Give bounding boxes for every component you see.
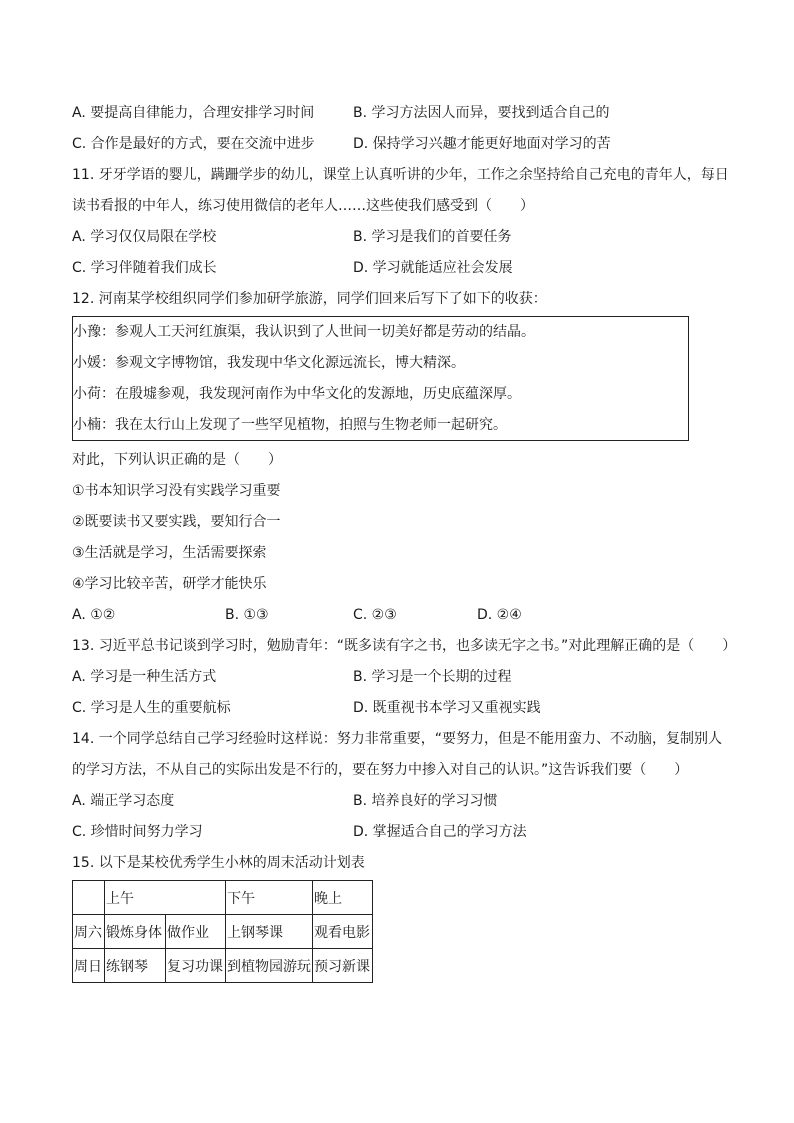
q12-item-3: ③生活就是学习，生活需要探索 bbox=[72, 545, 267, 561]
q14-options-row-2 bbox=[72, 823, 732, 841]
q10-option-c[interactable]: C. 合作是最好的方式，要在交流中进步 bbox=[72, 136, 315, 152]
q10-option-a[interactable]: A. 要提高自律能力，合理安排学习时间 bbox=[72, 105, 315, 121]
q12-material-line-4: 小楠：我在太行山上发现了一些罕见植物，拍照与生物老师一起研究。 bbox=[73, 417, 507, 433]
q13-stem: 13. 习近平总书记谈到学习时，勉励青年：“既多读有字之书，也多读无字之书。”对此理解正确的是（ ） bbox=[72, 638, 737, 654]
morning-activity-2-cell: 复习功课 bbox=[166, 949, 226, 983]
q13-option-b[interactable]: B. 学习是一个长期的过程 bbox=[353, 669, 512, 685]
header-afternoon-cell: 下午 bbox=[226, 881, 313, 915]
q13-option-c[interactable]: C. 学习是人生的重要航标 bbox=[72, 700, 231, 716]
q12-option-c[interactable]: C. ②③ bbox=[353, 607, 397, 623]
evening-activity-cell: 观看电影 bbox=[313, 915, 373, 949]
q14-option-b[interactable]: B. 培养良好的学习习惯 bbox=[353, 793, 498, 809]
q12-material-box bbox=[72, 316, 689, 441]
q11-option-b[interactable]: B. 学习是我们的首要任务 bbox=[353, 229, 512, 245]
q13-options-row-2 bbox=[72, 699, 732, 717]
q12-option-d[interactable]: D. ②④ bbox=[477, 607, 522, 623]
morning-activity-2-cell: 做作业 bbox=[166, 915, 226, 949]
q12-question: 对此，下列认识正确的是（ ） bbox=[72, 452, 282, 468]
header-morning-cell: 上午 bbox=[105, 881, 226, 915]
q10-options-row-1 bbox=[72, 104, 732, 122]
q12-material-line-3: 小荷：在殷墟参观，我发现河南作为中华文化的发源地，历史底蕴深厚。 bbox=[73, 386, 521, 402]
q11-stem-line-1: 11. 牙牙学语的婴儿，蹒跚学步的幼儿，课堂上认真听讲的少年，工作之余坚持给自己充电的青年人，每日 bbox=[72, 167, 729, 183]
q13-options-row-1 bbox=[72, 668, 732, 686]
q15-stem: 15. 以下是某校优秀学生小林的周末活动计划表 bbox=[72, 855, 365, 871]
table-row bbox=[73, 949, 373, 983]
q14-option-a[interactable]: A. 端正学习态度 bbox=[72, 793, 175, 809]
q14-stem-line-2: 的学习方法，不从自己的实际出发是不行的，要在努力中掺入对自己的认识。”这告诉我们要（ ） bbox=[72, 762, 689, 778]
afternoon-activity-cell: 上钢琴课 bbox=[226, 915, 313, 949]
afternoon-activity-cell: 到植物园游玩 bbox=[226, 949, 313, 983]
table-header-row bbox=[73, 881, 373, 915]
header-blank-cell bbox=[73, 881, 105, 915]
evening-activity-cell: 预习新课 bbox=[313, 949, 373, 983]
q12-item-2: ②既要读书又要实践，要知行合一 bbox=[72, 514, 281, 530]
q11-options-row-1 bbox=[72, 228, 732, 246]
q12-option-a[interactable]: A. ①② bbox=[72, 607, 116, 623]
q13-option-a[interactable]: A. 学习是一种生活方式 bbox=[72, 669, 217, 685]
q12-material-line-1: 小豫：参观人工天河红旗渠，我认识到了人世间一切美好都是劳动的结晶。 bbox=[73, 324, 535, 340]
q12-item-4: ④学习比较辛苦，研学才能快乐 bbox=[72, 576, 267, 592]
morning-activity-1-cell: 锻炼身体 bbox=[105, 915, 166, 949]
q14-stem-line-1: 14. 一个同学总结自己学习经验时这样说：努力非常重要，“要努力，但是不能用蛮力、不动脑，复制别人 bbox=[72, 731, 722, 747]
q14-option-d[interactable]: D. 掌握适合自己的学习方法 bbox=[353, 824, 527, 840]
q12-item-1: ①书本知识学习没有实践学习重要 bbox=[72, 483, 281, 499]
q10-option-b[interactable]: B. 学习方法因人而异，要找到适合自己的 bbox=[353, 105, 610, 121]
q11-option-d[interactable]: D. 学习就能适应社会发展 bbox=[353, 260, 513, 276]
q13-option-d[interactable]: D. 既重视书本学习又重视实践 bbox=[353, 700, 541, 716]
day-cell: 周六 bbox=[73, 915, 105, 949]
morning-activity-1-cell: 练钢琴 bbox=[105, 949, 166, 983]
q11-option-a[interactable]: A. 学习仅仅局限在学校 bbox=[72, 229, 217, 245]
q12-material-line-2: 小媛：参观文字博物馆，我发现中华文化源远流长，博大精深。 bbox=[73, 355, 465, 371]
q12-option-b[interactable]: B. ①③ bbox=[225, 607, 269, 623]
q12-options-row bbox=[72, 606, 732, 624]
day-cell: 周日 bbox=[73, 949, 105, 983]
weekend-plan-table bbox=[72, 880, 373, 983]
q14-options-row-1 bbox=[72, 792, 732, 810]
header-evening-cell: 晚上 bbox=[313, 881, 373, 915]
table-row bbox=[73, 915, 373, 949]
q12-stem: 12. 河南某学校组织同学们参加研学旅游，同学们回来后写下了如下的收获： bbox=[72, 291, 547, 307]
q11-options-row-2 bbox=[72, 259, 732, 277]
q10-options-row-2 bbox=[72, 135, 732, 153]
q14-option-c[interactable]: C. 珍惜时间努力学习 bbox=[72, 824, 203, 840]
q11-option-c[interactable]: C. 学习伴随着我们成长 bbox=[72, 260, 217, 276]
q11-stem-line-2: 读书看报的中年人，练习使用微信的老年人……这些使我们感受到（ ） bbox=[72, 198, 534, 214]
q10-option-d[interactable]: D. 保持学习兴趣才能更好地面对学习的苦 bbox=[353, 136, 611, 152]
